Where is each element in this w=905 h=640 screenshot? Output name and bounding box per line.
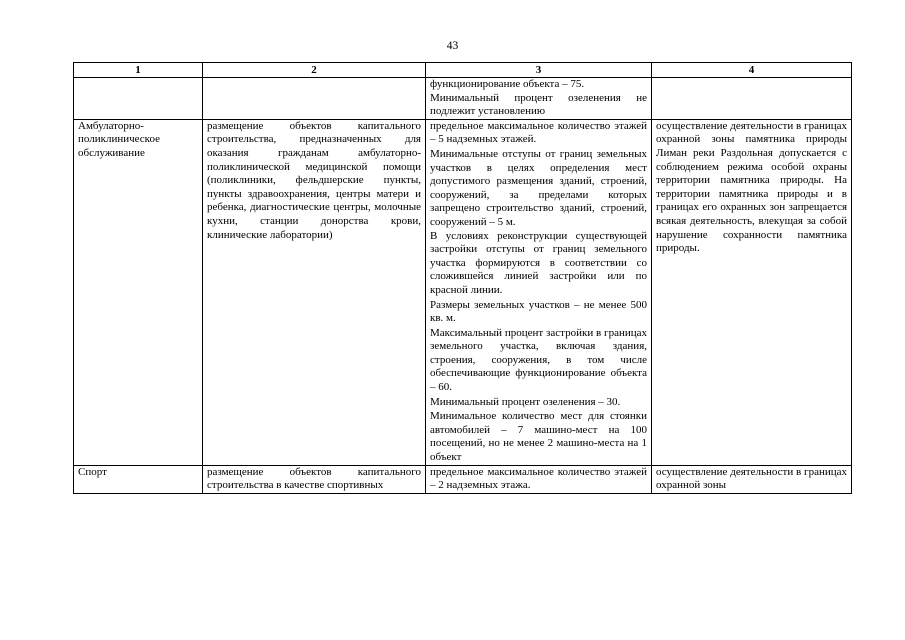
table-cell (652, 78, 852, 120)
header-cell-2: 2 (203, 63, 426, 78)
restrictions-cell: осуществление деятельности в границах охранной зоны (652, 465, 852, 493)
parameters-cell (426, 119, 652, 465)
header-cell-4: 4 (652, 63, 852, 78)
table-row-continuation (74, 78, 852, 120)
parameters-cell (426, 465, 652, 493)
restrictions-cell: осуществление деятельности в границах охранной зоны памятника природы Лиман реки Раздольная допускается с соблюдением режима особой охраны территории памятника природы. На территории памятника природы и в границах его охранных зон запрещается всякая деятельность, влекущая за собой нарушение сохранности памятника природы. (652, 119, 852, 465)
cell-paragraph: Максимальный процент застройки в границах земельного участка, включая здания, строения, сооружения, в том числе обеспечивающие функционирование объекта – 60. (430, 326, 647, 394)
page-number: 43 (446, 40, 459, 52)
cell-paragraph: В условиях реконструкции существующей застройки отступы от границ земельного участка формируются в соответствии со сложившейся линией застройки или по красной линии. (430, 229, 647, 296)
cell-paragraph: Минимальный процент озеленения – 30. (430, 395, 621, 408)
regulations-table (73, 62, 852, 494)
cell-paragraph: Минимальное количество мест для стоянки автомобилей – 7 машино-мест на 100 посещений, но не менее 2 машино-места на 1 объект (430, 410, 647, 464)
use-type-cell: Амбулаторно-поликлиническое обслуживание (74, 119, 203, 465)
cell-paragraph: Размеры земельных участков – не менее 500 кв. м. (430, 298, 647, 325)
cell-paragraph: Минимальный процент озеленения не подлежит установлению (430, 91, 647, 118)
cell-paragraph: функционирование объекта – 75. (430, 78, 585, 90)
table-cell (203, 78, 426, 120)
header-cell-3: 3 (426, 63, 652, 78)
cell-paragraph: предельное максимальное количество этажей – 5 надземных этажей. (430, 119, 647, 146)
table-header-row (74, 63, 852, 78)
table-cell (426, 78, 652, 120)
table-cell (74, 78, 203, 120)
use-description-cell: размещение объектов капитального строительства, предназначенных для оказания гражданам амбулаторно-поликлинической медицинской помощи (поликлиники, фельдшерские пункты, пункты здравоохранения, центры матери и ребенка, диагностические центры, молочные кухни, станции донорства крови, клинические лаборатории) (203, 119, 426, 465)
table-row (74, 119, 852, 465)
cell-paragraph: предельное максимальное количество этажей – 2 надземных этажа. (430, 465, 647, 492)
use-type-cell: Спорт (74, 465, 203, 493)
header-cell-1: 1 (74, 63, 203, 78)
cell-paragraph: Минимальные отступы от границ земельных участков в целях определения мест допустимого размещения зданий, строений, сооружений, за пределами которых запрещено строительство зданий, строений, сооружений – 5 м. (430, 147, 647, 228)
use-description-cell: размещение объектов капитального строительства в качестве спортивных (203, 465, 426, 493)
table-row (74, 465, 852, 493)
